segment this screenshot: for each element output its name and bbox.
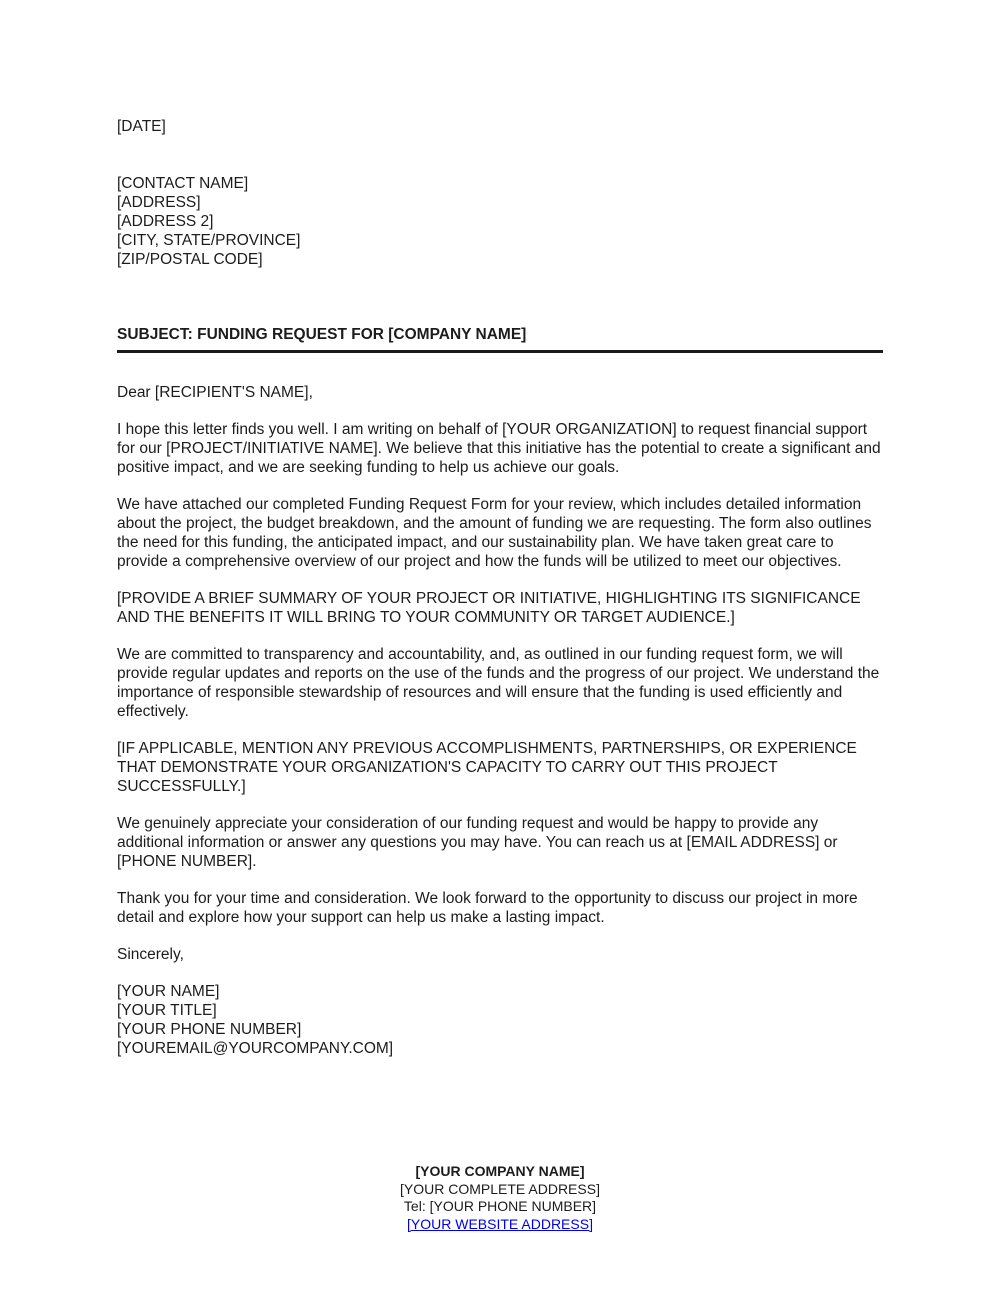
signature-block — [117, 982, 883, 1058]
recipient-zip: [ZIP/POSTAL CODE] — [117, 251, 263, 268]
paragraph-appreciation: We genuinely appreciate your consideration of our funding request and would be happy to provide any additional information or answer any questions you may have. You can reach us at [EMAIL ADDRESS] or [PHONE NUMBER]. — [117, 815, 838, 870]
signature-email: [YOUREMAIL@YOURCOMPANY.COM] — [117, 1040, 394, 1057]
recipient-city-state: [CITY, STATE/PROVINCE] — [117, 232, 301, 249]
closing-sincerely: Sincerely, — [117, 946, 184, 963]
company-footer — [0, 1163, 1000, 1233]
recipient-address2: [ADDRESS 2] — [117, 213, 214, 230]
paragraph-transparency: We are committed to transparency and accountability, and, as outlined in our funding request form, we will provide regular updates and reports on the use of the funds and the progress of our project. We understand the importance of responsible stewardship of resources and will ensure that the funding is used efficiently and effectively. — [117, 646, 880, 720]
paragraph-accomplishments-placeholder: [IF APPLICABLE, MENTION ANY PREVIOUS ACCOMPLISHMENTS, PARTNERSHIPS, OR EXPERIENCE THAT DEMONSTRATE YOUR ORGANIZATION'S CAPACITY TO CARRY OUT THIS PROJECT SUCCESSFULLY.] — [117, 740, 857, 795]
recipient-contact-name: [CONTACT NAME] — [117, 175, 249, 192]
paragraph-attached-form: We have attached our completed Funding Request Form for your review, which includes detailed information about the project, the budget breakdown, and the amount of funding we are requesting. The form also outlines the need for this funding, the anticipated impact, and our sustainability plan. We have taken great care to provide a comprehensive overview of our project and how the funds will be utilized to meet our objectives. — [117, 496, 872, 570]
footer-website-link[interactable]: [YOUR WEBSITE ADDRESS] — [407, 1215, 593, 1232]
date-line: [DATE] — [117, 118, 166, 135]
recipient-address-block — [117, 174, 883, 269]
signature-phone: [YOUR PHONE NUMBER] — [117, 1021, 302, 1038]
paragraph-intro: I hope this letter finds you well. I am writing on behalf of [YOUR ORGANIZATION] to request financial support for our [PROJECT/INITIATIVE NAME]. We believe that this initiative has the potential to create a significant and positive impact, and we are seeking funding to help us achieve our goals. — [117, 421, 881, 476]
letter-body — [117, 117, 883, 1058]
salutation: Dear [RECIPIENT'S NAME], — [117, 384, 313, 401]
paragraph-project-summary-placeholder: [PROVIDE A BRIEF SUMMARY OF YOUR PROJECT OR INITIATIVE, HIGHLIGHTING ITS SIGNIFICANCE AND THE BENEFITS IT WILL BRING TO YOUR COMMUNITY OR TARGET AUDIENCE.] — [117, 590, 861, 626]
subject-line: SUBJECT: FUNDING REQUEST FOR [COMPANY NAME] — [117, 326, 527, 343]
signature-name: [YOUR NAME] — [117, 983, 220, 1000]
signature-title: [YOUR TITLE] — [117, 1002, 217, 1019]
footer-company-tel: Tel: [YOUR PHONE NUMBER] — [403, 1198, 597, 1214]
subject-divider — [117, 350, 883, 353]
footer-company-address: [YOUR COMPLETE ADDRESS] — [400, 1180, 600, 1197]
paragraph-thank-you: Thank you for your time and consideration. We look forward to the opportunity to discuss our project in more detail and explore how your support can help us make a lasting impact. — [117, 890, 858, 926]
recipient-address: [ADDRESS] — [117, 194, 201, 211]
footer-company-name: [YOUR COMPANY NAME] — [415, 1163, 585, 1179]
